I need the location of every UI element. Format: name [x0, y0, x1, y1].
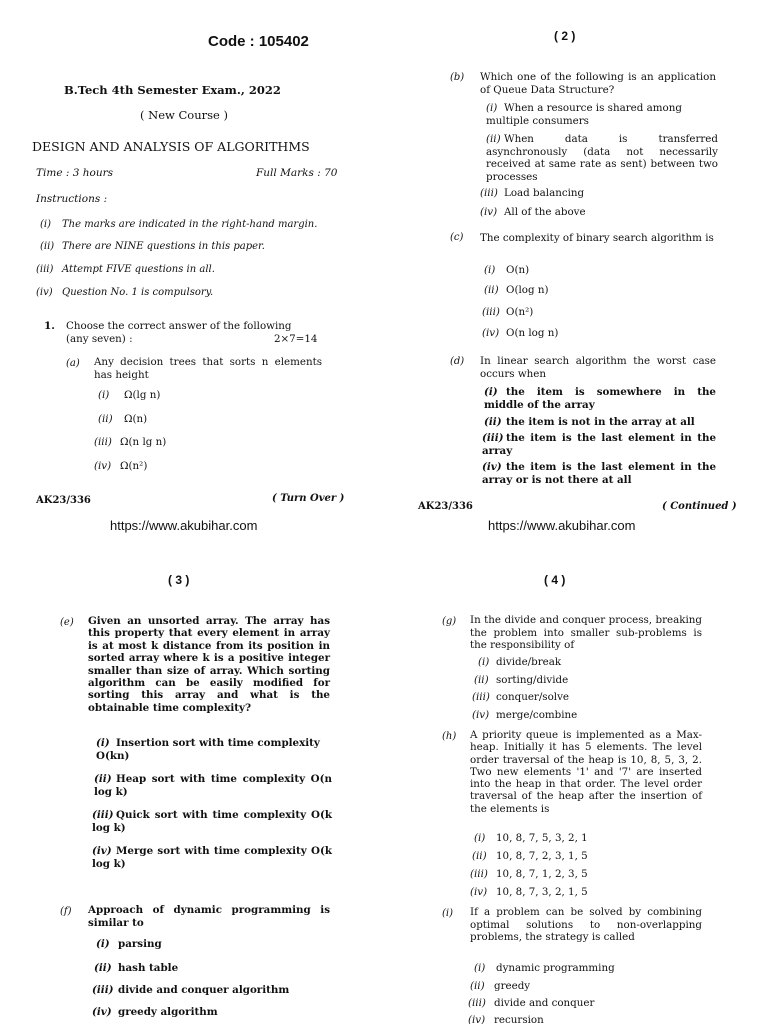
option-item: (iii) divide and conquer	[468, 997, 595, 1009]
option-item: (iv) O(n log n)	[482, 327, 559, 339]
website-link[interactable]: https://www.akubihar.com	[110, 518, 258, 533]
instruction-item: (iv) Question No. 1 is compulsory.	[36, 287, 214, 298]
course-label: ( New Course )	[140, 108, 228, 122]
subquestion-label: (e)	[60, 617, 74, 628]
option-item: (ii) O(log n)	[484, 284, 549, 296]
option-item: (i) When a resource is shared among multiple consumers	[486, 102, 682, 127]
option-item: (iv) All of the above	[480, 206, 586, 218]
option-item: (ii) 10, 8, 7, 2, 3, 1, 5	[472, 850, 588, 862]
subquestion-label: (c)	[450, 232, 464, 243]
option-item: (i) dynamic programming	[474, 962, 615, 974]
option-item: (iv) greedy algorithm	[92, 1006, 218, 1018]
subquestion-text: Approach of dynamic programming is similar to	[88, 904, 330, 929]
question-text: Choose the correct answer of the following	[66, 320, 292, 332]
option-item: (i) the item is somewhere in the middle of the array	[484, 386, 716, 411]
option-item: (iii) the item is the last element in the array	[482, 432, 716, 457]
option-item: (iv) Ω(n²)	[94, 460, 148, 472]
footer-code: AK23/336	[36, 495, 91, 506]
time-label: Time : 3 hours	[36, 167, 114, 179]
subquestion-text: Which one of the following is an application of Queue Data Structure?	[480, 71, 716, 96]
instruction-item: (i) The marks are indicated in the right-hand margin.	[40, 219, 318, 230]
option-item: (iv) 10, 8, 7, 3, 2, 1, 5	[470, 886, 588, 898]
page-number: ( 4 )	[544, 573, 566, 587]
option-item: (i) 10, 8, 7, 5, 3, 2, 1	[474, 832, 588, 844]
subquestion-text: The complexity of binary search algorithm is	[480, 232, 714, 244]
option-item: (i) Ω(lg n)	[98, 389, 161, 401]
option-item: (ii) sorting/divide	[474, 674, 569, 686]
option-item: (i) Insertion sort with time complexity O(kn)	[96, 737, 320, 762]
option-item: (ii) the item is not in the array at all	[484, 416, 695, 428]
option-item: (iii) Ω(n lg n)	[94, 436, 167, 448]
question-marks: 2×7=14	[274, 333, 318, 345]
subject-title: DESIGN AND ANALYSIS OF ALGORITHMS	[32, 139, 310, 154]
subquestion-label: (h)	[442, 731, 457, 742]
subquestion-text: A priority queue is implemented as a Max-heap. Initially it has 5 elements. The level order traversal of the heap is 10, 8, 5, 3, 2. Two new elements '1' and '7' are inserted into the heap in that order. The level order traversal of the heap after the insertion of the elements is	[470, 729, 702, 815]
option-item: (iv) recursion	[468, 1014, 544, 1024]
option-item: (iii) 10, 8, 7, 1, 2, 3, 5	[470, 868, 588, 880]
subquestion-text: In linear search algorithm the worst case occurs when	[480, 355, 716, 380]
option-item: (ii) Heap sort with time complexity O(n log k)	[94, 773, 332, 798]
footer-note: ( Turn Over )	[272, 493, 345, 504]
option-item: (iii) Quick sort with time complexity O(k log k)	[92, 809, 332, 834]
subquestion-label: (g)	[442, 616, 457, 627]
option-item: (iv) Merge sort with time complexity O(k log k)	[92, 845, 332, 870]
option-item: (ii) When data is transferred asynchronously (data not necessarily received at same rate as sent) between two processes	[486, 133, 718, 183]
subquestion-text: Any decision trees that sorts n elements has height	[94, 356, 322, 381]
option-item: (iii) divide and conquer algorithm	[92, 984, 290, 996]
option-item: (ii) Ω(n)	[98, 413, 148, 425]
exam-page-2	[384, 0, 768, 548]
subquestion-label: (f)	[60, 906, 72, 917]
instruction-item: (ii) There are NINE questions in this paper.	[40, 241, 265, 252]
option-item: (ii) hash table	[94, 962, 179, 974]
option-item: (i) O(n)	[484, 264, 530, 276]
subquestion-text: If a problem can be solved by combining optimal solutions to non-overlapping problems, the strategy is called	[470, 906, 702, 944]
exam-title: B.Tech 4th Semester Exam., 2022	[64, 83, 281, 97]
option-item: (iv) the item is the last element in the array or is not there at all	[482, 461, 716, 486]
instruction-item: (iii) Attempt FIVE questions in all.	[36, 264, 215, 275]
subquestion-label: (i)	[442, 908, 454, 919]
subquestion-label: (a)	[66, 358, 80, 369]
instructions-label: Instructions :	[36, 193, 108, 205]
option-item: (iii) Load balancing	[480, 187, 585, 199]
subquestion-text: In the divide and conquer process, breaking the problem into smaller sub-problems is the responsibility of	[470, 614, 702, 652]
subquestion-label: (d)	[450, 356, 465, 367]
option-item: (iv) merge/combine	[472, 709, 578, 721]
option-item: (i) divide/break	[478, 656, 562, 668]
footer-note: ( Continued )	[662, 501, 737, 512]
exam-page-4	[384, 548, 768, 1024]
page-number: ( 3 )	[168, 573, 190, 587]
full-marks-label: Full Marks : 70	[256, 167, 338, 179]
option-item: (i) parsing	[96, 938, 162, 950]
option-item: (iii) conquer/solve	[472, 691, 569, 703]
question-number: 1.	[44, 320, 55, 332]
website-link[interactable]: https://www.akubihar.com	[488, 518, 636, 533]
footer-code: AK23/336	[418, 501, 473, 512]
option-item: (ii) greedy	[470, 980, 531, 992]
page-number: ( 2 )	[554, 29, 576, 43]
paper-code: Code : 105402	[208, 33, 309, 50]
subquestion-label: (b)	[450, 72, 465, 83]
question-any-seven: (any seven) :	[66, 333, 133, 345]
subquestion-text: Given an unsorted array. The array has this property that every element in array is at most k distance from its position in sorted array where k is a positive integer smaller than size of array. Which sorting algorithm can be easily modified for sorting this array and what is the obtainable time complexity?	[88, 615, 330, 714]
exam-page-1	[0, 0, 384, 548]
option-item: (iii) O(n²)	[482, 306, 534, 318]
exam-page-3	[0, 548, 384, 1024]
